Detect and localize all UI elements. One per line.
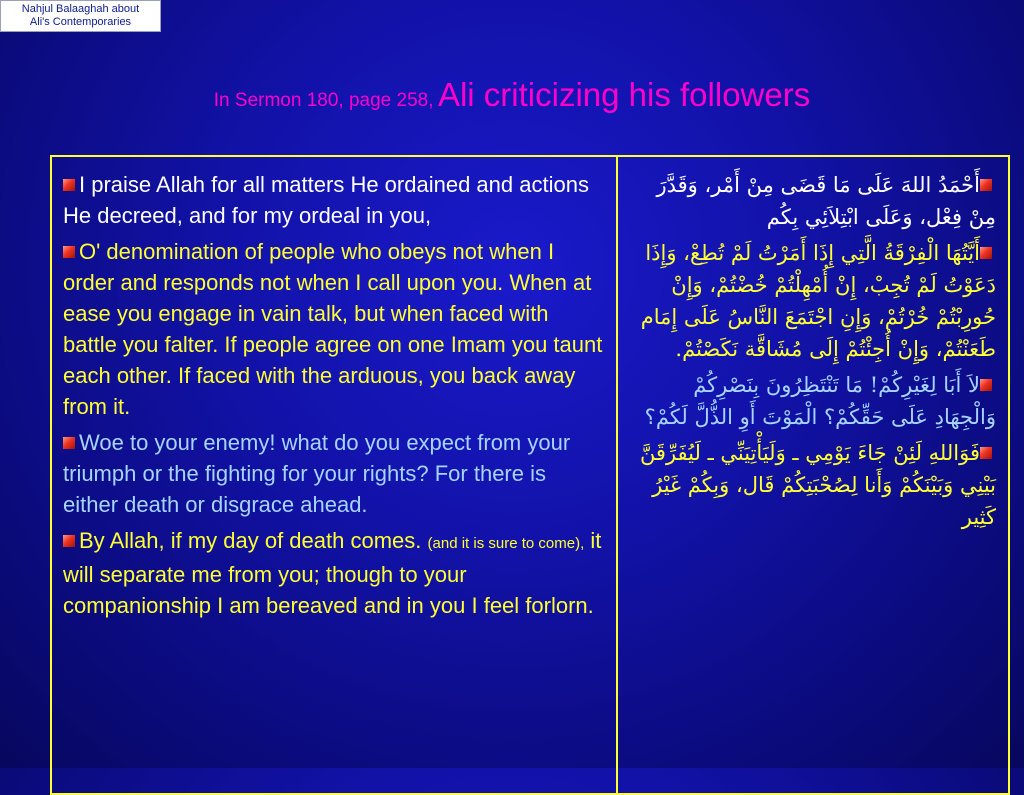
corner-label [0, 0, 161, 32]
arabic-paragraph-3-text: لاَ أَبَا لِغَيْرِكُمْ! مَا تَنْتَظِرُونَ بِنَصْرِكُمْ وَالْجِهَادِ عَلَى حَقِّكُمْ؟ الْمَوْتَ أَوِ الذُّلَّ لَكُمْ؟ [644, 373, 996, 429]
english-paragraph-3 [63, 427, 606, 520]
english-paragraph-2 [63, 236, 606, 422]
square-bullet-icon [63, 246, 75, 258]
english-paragraph-4-text-a: By Allah, if my day of death comes. [79, 528, 422, 553]
arabic-paragraph-2 [632, 237, 996, 365]
arabic-paragraph-1-text: أَحْمَدُ اللهَ عَلَى مَا قَضَى مِنْ أَمْر، وَقَدَّرَ مِنْ فِعْل، وَعَلَى ابْتِلاَئِي بِكُم [656, 173, 996, 229]
square-bullet-icon [63, 179, 75, 191]
english-paragraph-3-text: Woe to your enemy! what do you expect from your triumph or the fighting for your rights? For there is either death or disgrace ahead. [63, 430, 571, 517]
square-bullet-icon [980, 247, 992, 259]
english-paragraph-1-text: I praise Allah for all matters He ordained and actions He decreed, and for my ordeal in you, [63, 172, 589, 228]
title-heading: Ali criticizing his followers [437, 76, 811, 113]
square-bullet-icon [980, 379, 992, 391]
english-column [52, 157, 618, 793]
slide-title [0, 76, 1024, 114]
english-paragraph-4-note: (and it is sure to come), [427, 535, 585, 552]
arabic-column [618, 157, 1008, 793]
title-reference: In Sermon 180, page 258, [213, 90, 434, 111]
english-paragraph-1 [63, 169, 606, 231]
arabic-paragraph-4-text: فَوَاللهِ لَئِنْ جَاءَ يَوْمِي ـ وَلَيَأْتِيَنِّي ـ لَيُفَرِّقَنَّ بَيْنِي وَبَيْنَكُمْ وَأَنا لِصُحْبَتِكُمْ قَال، وَبِكُمْ غَيْرُ كَثِير [639, 441, 996, 529]
corner-label-line1: Nahjul Balaaghah about [21, 3, 140, 15]
square-bullet-icon [63, 437, 75, 449]
arabic-paragraph-4 [632, 437, 996, 533]
content-table [50, 155, 1010, 795]
arabic-paragraph-2-text: أَيَّتُهَا الْفِرْقَةُ الَّتِي إِذَا أَمَرْتُ لَمْ تُطِعْ، وَإِذَا دَعَوْتُ لَمْ تُجِبْ، إِنْ أُمْهِلْتُمْ خُضْتُمْ، وَإِنْ حُورِبْتُمْ خُرْتُمْ، وَإِنِ اجْتَمَعَ النَّاسُ عَلَى إِمَام طَعَنْتُمْ، وَإِنْ أُجِئْتُمْ إِلَى مُشَاقَّة نَكَصْتُمْ. [640, 241, 996, 361]
square-bullet-icon [980, 447, 992, 459]
english-paragraph-4 [63, 525, 606, 621]
arabic-paragraph-3 [632, 369, 996, 433]
square-bullet-icon [980, 179, 992, 191]
arabic-paragraph-1 [632, 169, 996, 233]
square-bullet-icon [63, 535, 75, 547]
english-paragraph-4-text-b: it will separate me from you; though to your companionship I am bereaved and in you I feel forlorn. [63, 528, 602, 618]
english-paragraph-2-text: O' denomination of people who obeys not when I order and responds not when I call upon you. When at ease you engage in vain talk, but when faced with battle you falter. If people agree on one Imam you taunt each other. If faced with the arduous, you back away from it. [63, 239, 603, 419]
corner-label-line2: Ali's Contemporaries [29, 16, 132, 28]
